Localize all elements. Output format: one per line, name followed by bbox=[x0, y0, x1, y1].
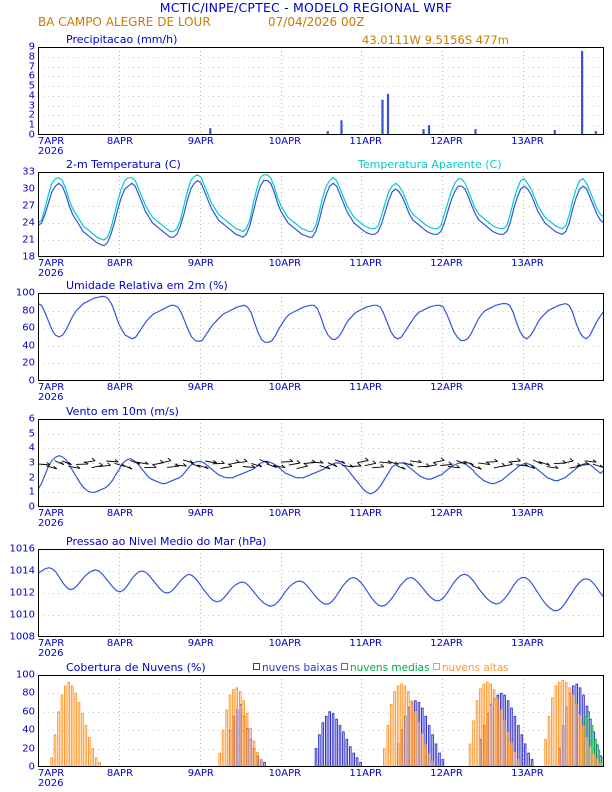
y-tick-label: 3 bbox=[28, 457, 35, 469]
y-tick-label: 0 bbox=[28, 501, 35, 513]
panel-title: Pressao ao Nivel Medio do Mar (hPa) bbox=[66, 535, 267, 548]
y-tick-label: 18 bbox=[22, 251, 35, 263]
legend-item: nuvens baixas bbox=[253, 662, 338, 674]
run-date: 07/04/2026 00Z bbox=[268, 15, 365, 29]
panel-title: 2-m Temperatura (C) bbox=[66, 158, 181, 171]
y-tick-label: 33 bbox=[22, 166, 35, 178]
x-tick-label: 13APR bbox=[511, 638, 544, 649]
x-tick-label: 13APR bbox=[511, 508, 544, 519]
x-tick-label: 12APR bbox=[430, 382, 463, 393]
y-tick-label: 21 bbox=[22, 234, 35, 246]
x-axis-year: 2026 bbox=[38, 268, 64, 279]
y-tick-label: 1014 bbox=[9, 565, 35, 577]
plot-area bbox=[38, 675, 604, 767]
x-tick-label: 11APR bbox=[349, 768, 382, 779]
station-name: BA CAMPO ALEGRE DE LOUR bbox=[38, 15, 211, 29]
legend-swatch bbox=[253, 663, 260, 670]
x-tick-label: 9APR bbox=[187, 382, 214, 393]
panel-title: Precipitacao (mm/h) bbox=[66, 33, 178, 46]
plot-area bbox=[38, 47, 604, 135]
y-tick-label: 4 bbox=[28, 442, 35, 454]
x-tick-label: 9APR bbox=[187, 768, 214, 779]
plot-area bbox=[38, 419, 604, 507]
plot-area bbox=[38, 172, 604, 257]
y-tick-label: 1010 bbox=[9, 609, 35, 621]
x-tick-label: 11APR bbox=[349, 638, 382, 649]
x-tick-label: 12APR bbox=[430, 638, 463, 649]
y-tick-label: 7 bbox=[28, 61, 35, 73]
y-tick-label: 1 bbox=[28, 486, 35, 498]
y-tick-label: 1008 bbox=[9, 631, 35, 643]
x-tick-label: 13APR bbox=[511, 382, 544, 393]
x-tick-label: 10APR bbox=[268, 508, 302, 519]
x-tick-label: 13APR bbox=[511, 258, 544, 269]
header bbox=[0, 0, 612, 15]
x-tick-label: 12APR bbox=[430, 508, 463, 519]
plot-area bbox=[38, 293, 604, 381]
x-tick-label: 11APR bbox=[349, 136, 382, 147]
panel-title: Cobertura de Nuvens (%) bbox=[66, 661, 206, 674]
x-axis-year: 2026 bbox=[38, 392, 64, 403]
x-tick-label: 11APR bbox=[349, 382, 382, 393]
legend-item: nuvens medias bbox=[341, 662, 430, 674]
x-tick-label: 8APR bbox=[106, 136, 134, 147]
panel-5 bbox=[15, 661, 604, 789]
x-tick-label: 8APR bbox=[106, 508, 134, 519]
x-axis-year: 2026 bbox=[38, 648, 64, 659]
panel-1 bbox=[22, 158, 604, 279]
x-tick-label: 10APR bbox=[268, 768, 302, 779]
y-tick-label: 1012 bbox=[9, 587, 35, 599]
x-tick-label: 12APR bbox=[430, 768, 463, 779]
x-tick-label: 9APR bbox=[187, 258, 214, 269]
x-tick-label: 9APR bbox=[187, 136, 214, 147]
x-axis-year: 2026 bbox=[38, 778, 64, 789]
y-tick-label: 24 bbox=[22, 217, 35, 229]
panel-2 bbox=[15, 279, 604, 403]
station-coords: 43.0111W 9.5156S 477m bbox=[362, 33, 509, 47]
panel-0 bbox=[28, 33, 604, 157]
x-tick-label: 10APR bbox=[268, 382, 302, 393]
x-tick-label: 12APR bbox=[430, 258, 463, 269]
y-tick-label: 6 bbox=[28, 70, 35, 82]
legend-item: nuvens altas bbox=[433, 662, 509, 674]
x-tick-label: 9APR bbox=[187, 638, 214, 649]
y-tick-label: 30 bbox=[22, 183, 35, 195]
panel-title: Umidade Relativa em 2m (%) bbox=[66, 279, 228, 292]
x-tick-label: 8APR bbox=[106, 258, 134, 269]
y-tick-label: 80 bbox=[22, 687, 35, 699]
x-tick-label: 10APR bbox=[268, 638, 302, 649]
y-tick-label: 60 bbox=[22, 322, 35, 334]
y-tick-label: 2 bbox=[28, 109, 35, 121]
x-tick-label: 13APR bbox=[511, 136, 544, 147]
x-tick-label: 7APR bbox=[38, 508, 65, 519]
legend-swatch bbox=[341, 663, 348, 670]
y-tick-label: 27 bbox=[22, 200, 35, 212]
y-tick-label: 40 bbox=[22, 724, 35, 736]
model-title: MCTIC/INPE/CPTEC - MODELO REGIONAL WRF bbox=[159, 0, 453, 15]
y-tick-label: 0 bbox=[28, 375, 35, 387]
panel-title: Vento em 10m (m/s) bbox=[66, 405, 179, 418]
y-tick-label: 100 bbox=[15, 287, 35, 299]
x-tick-label: 10APR bbox=[268, 258, 302, 269]
y-tick-label: 9 bbox=[28, 41, 35, 53]
plot-area bbox=[38, 549, 604, 637]
x-axis-year: 2026 bbox=[38, 518, 64, 529]
y-tick-label: 3 bbox=[28, 100, 35, 112]
y-tick-label: 80 bbox=[22, 305, 35, 317]
x-tick-label: 8APR bbox=[106, 638, 134, 649]
x-tick-label: 11APR bbox=[349, 258, 382, 269]
y-tick-label: 60 bbox=[22, 706, 35, 718]
y-tick-label: 1 bbox=[28, 119, 35, 131]
panel-4 bbox=[9, 535, 604, 659]
x-tick-label: 7APR bbox=[38, 768, 65, 779]
y-tick-label: 0 bbox=[28, 129, 35, 141]
x-tick-label: 8APR bbox=[106, 768, 134, 779]
y-tick-label: 1016 bbox=[9, 543, 35, 555]
x-tick-label: 7APR bbox=[38, 136, 65, 147]
y-tick-label: 100 bbox=[15, 669, 35, 681]
y-tick-label: 8 bbox=[28, 51, 35, 63]
x-tick-label: 11APR bbox=[349, 508, 382, 519]
y-tick-label: 0 bbox=[28, 761, 35, 773]
x-tick-label: 13APR bbox=[511, 768, 544, 779]
panel-title-secondary: Temperatura Aparente (C) bbox=[358, 158, 502, 171]
y-tick-label: 6 bbox=[28, 413, 35, 425]
y-tick-label: 5 bbox=[28, 80, 35, 92]
panel-3 bbox=[28, 405, 604, 529]
x-tick-label: 10APR bbox=[268, 136, 302, 147]
y-tick-label: 40 bbox=[22, 340, 35, 352]
y-tick-label: 5 bbox=[28, 428, 35, 440]
x-tick-label: 9APR bbox=[187, 508, 214, 519]
x-tick-label: 7APR bbox=[38, 382, 65, 393]
y-tick-label: 4 bbox=[28, 90, 35, 102]
x-tick-label: 7APR bbox=[38, 638, 65, 649]
x-tick-label: 7APR bbox=[38, 258, 65, 269]
x-tick-label: 12APR bbox=[430, 136, 463, 147]
legend-swatch bbox=[433, 663, 440, 670]
x-tick-label: 8APR bbox=[106, 382, 134, 393]
cloud-legend bbox=[253, 662, 509, 674]
x-axis-year: 2026 bbox=[38, 146, 64, 157]
y-tick-label: 20 bbox=[22, 743, 35, 755]
y-tick-label: 20 bbox=[22, 357, 35, 369]
y-tick-label: 2 bbox=[28, 472, 35, 484]
